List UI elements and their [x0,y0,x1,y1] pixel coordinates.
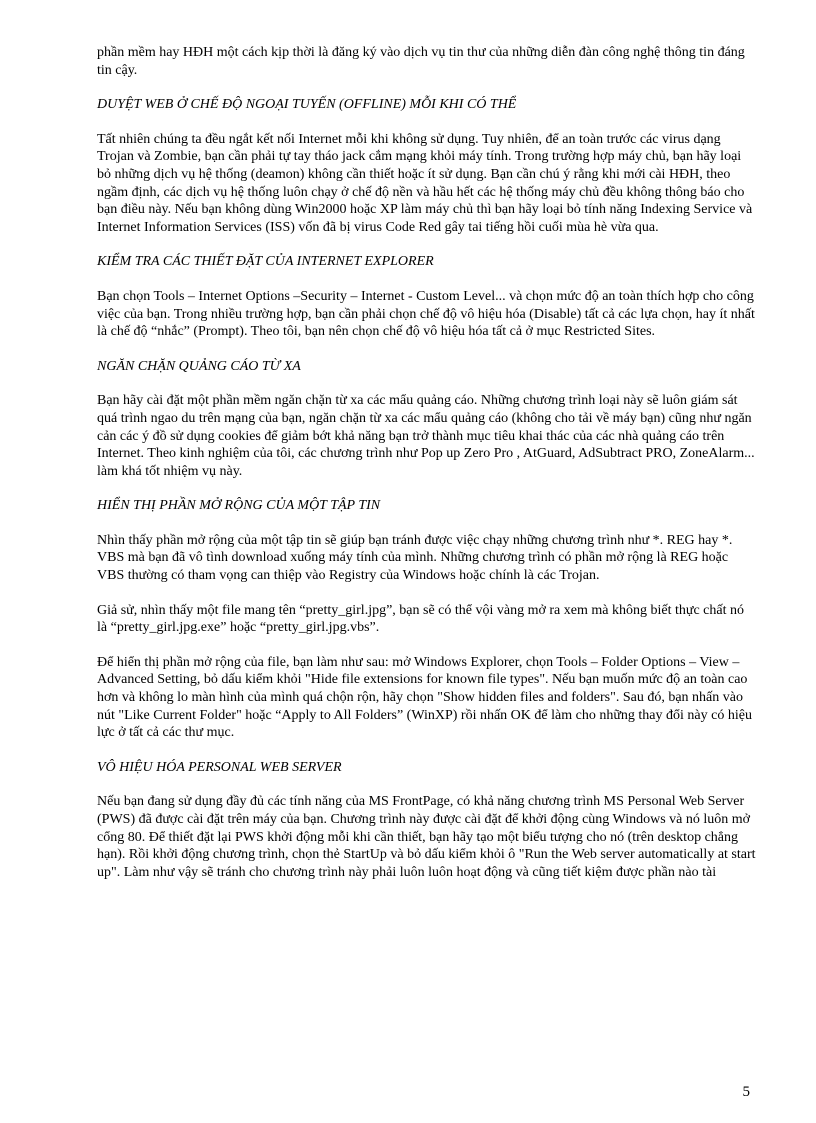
section-heading: NGĂN CHẶN QUẢNG CÁO TỪ XA [97,358,301,374]
paragraph: Bạn chọn Tools – Internet Options –Security – Internet - Custom Level... và chọn mức độ an toàn thích hợp cho công việc của bạn. Trong nhiều trường hợp, bạn cần phải chọn chế độ vô hiệu hóa (Disable) tất cả các lựa chọn, hay ít nhất là chế độ “nhắc” (Prompt). Theo tôi, bạn nên chọn chế độ vô hiệu hóa tất cả ở mục Restricted Sites. [97,288,755,340]
page-number: 5 [742,1084,750,1100]
document-page [97,44,757,898]
paragraph: Nếu bạn đang sử dụng đầy đủ các tính năng của MS FrontPage, có khả năng chương trình MS Personal Web Server (PWS) đã được cài đặt trên máy của bạn. Chương trình này được cài đặt để khởi động cùng Windows và nó luôn mở cổng 80. Để thiết đặt lại PWS khởi động mỗi khi cần thiết, bạn hãy tạo một biểu tượng cho nó (trên desktop chẳng hạn). Rồi khởi động chương trình, chọn thẻ StartUp và bỏ dấu kiểm khỏi ô "Run the Web server automatically at start up". Làm như vậy sẽ tránh cho chương trình này phải luôn luôn hoạt động và cũng tiết kiệm được phần nào tài [97,794,756,880]
paragraph: phần mềm hay HĐH một cách kịp thời là đăng ký vào dịch vụ tin thư của những diễn đàn công nghệ thông tin đáng tin cậy. [97,45,745,78]
paragraph: Nhìn thấy phần mở rộng của một tập tin sẽ giúp bạn tránh được việc chạy những chương trình như *. REG hay *. VBS mà bạn đã vô tình download xuống máy tính của mình. Những chương trình có phần mở rộng là REG hoặc VBS thường có tham vọng can thiệp vào Registry của Windows hoặc chính là các Trojan. [97,532,733,584]
section-heading: KIỂM TRA CÁC THIẾT ĐẶT CỦA INTERNET EXPLORER [97,254,434,270]
section-heading: HIỂN THỊ PHẦN MỞ RỘNG CỦA MỘT TẬP TIN [97,498,381,514]
section-heading: DUYỆT WEB Ở CHẾ ĐỘ NGOẠI TUYẾN (OFFLINE) MỖI KHI CÓ THỂ [97,97,517,113]
paragraph: Tất nhiên chúng ta đều ngắt kết nối Internet mỗi khi không sử dụng. Tuy nhiên, để an toàn trước các virus dạng Trojan và Zombie, bạn cần phải tự tay tháo jack cắm mạng khỏi máy tính. Trong trường hợp máy chủ, bạn hãy loại bỏ những dịch vụ hệ thống (deamon) không cần thiết hoặc ít sử dụng. Bạn cần chú ý rằng khi mới cài HĐH, theo ngầm định, các dịch vụ hệ thống luôn chạy ở chế độ nền và hầu hết các hệ thống máy chủ đều không thông báo cho bạn điều này. Nếu bạn không dùng Win2000 hoặc XP làm máy chủ thì bạn hãy loại bỏ tính năng Indexing Service và Internet Information Services (ISS) vốn đã bị virus Code Red gây tai tiếng hồi cuối mùa hè vừa qua. [97,131,753,235]
paragraph: Để hiển thị phần mở rộng của file, bạn làm như sau: mở Windows Explorer, chọn Tools – Folder Options – View – Advanced Setting, bỏ dấu kiểm khỏi "Hide file extensions for known file types". Nếu bạn muốn mức độ an toàn cao hơn và không lo màn hình của mình quá chộn rộn, hãy chọn "Show hidden files and folders". Sau đó, bạn nhấn vào nút "Like Current Folder" hoặc “Apply to All Folders” (WinXP) rồi nhấn OK để làm cho những thay đổi này có hiệu lực ở tất cả các thư mục. [97,654,752,741]
paragraph: Giả sử, nhìn thấy một file mang tên “pretty_girl.jpg”, bạn sẽ có thể vội vàng mở ra xem mà không biết thực chất nó là “pretty_girl.jpg.exe” hoặc “pretty_girl.jpg.vbs”. [97,602,744,636]
paragraph: Bạn hãy cài đặt một phần mềm ngăn chặn từ xa các mẩu quảng cáo. Những chương trình loại này sẽ luôn giám sát quá trình ngao du trên mạng của bạn, ngăn chặn từ xa các mẩu quảng cáo (không cho tải về máy bạn) cũng như ngăn cản các ý đồ sử dụng cookies để giảm bớt khả năng bạn trở thành mục tiêu khai thác của các nhà quảng cáo trên Internet. Theo kinh nghiệm của tôi, các chương trình như Pop up Zero Pro , AtGuard, AdSubtract PRO, ZoneAlarm... làm khá tốt nhiệm vụ này. [97,393,755,479]
section-heading: VÔ HIỆU HÓA PERSONAL WEB SERVER [97,759,342,775]
